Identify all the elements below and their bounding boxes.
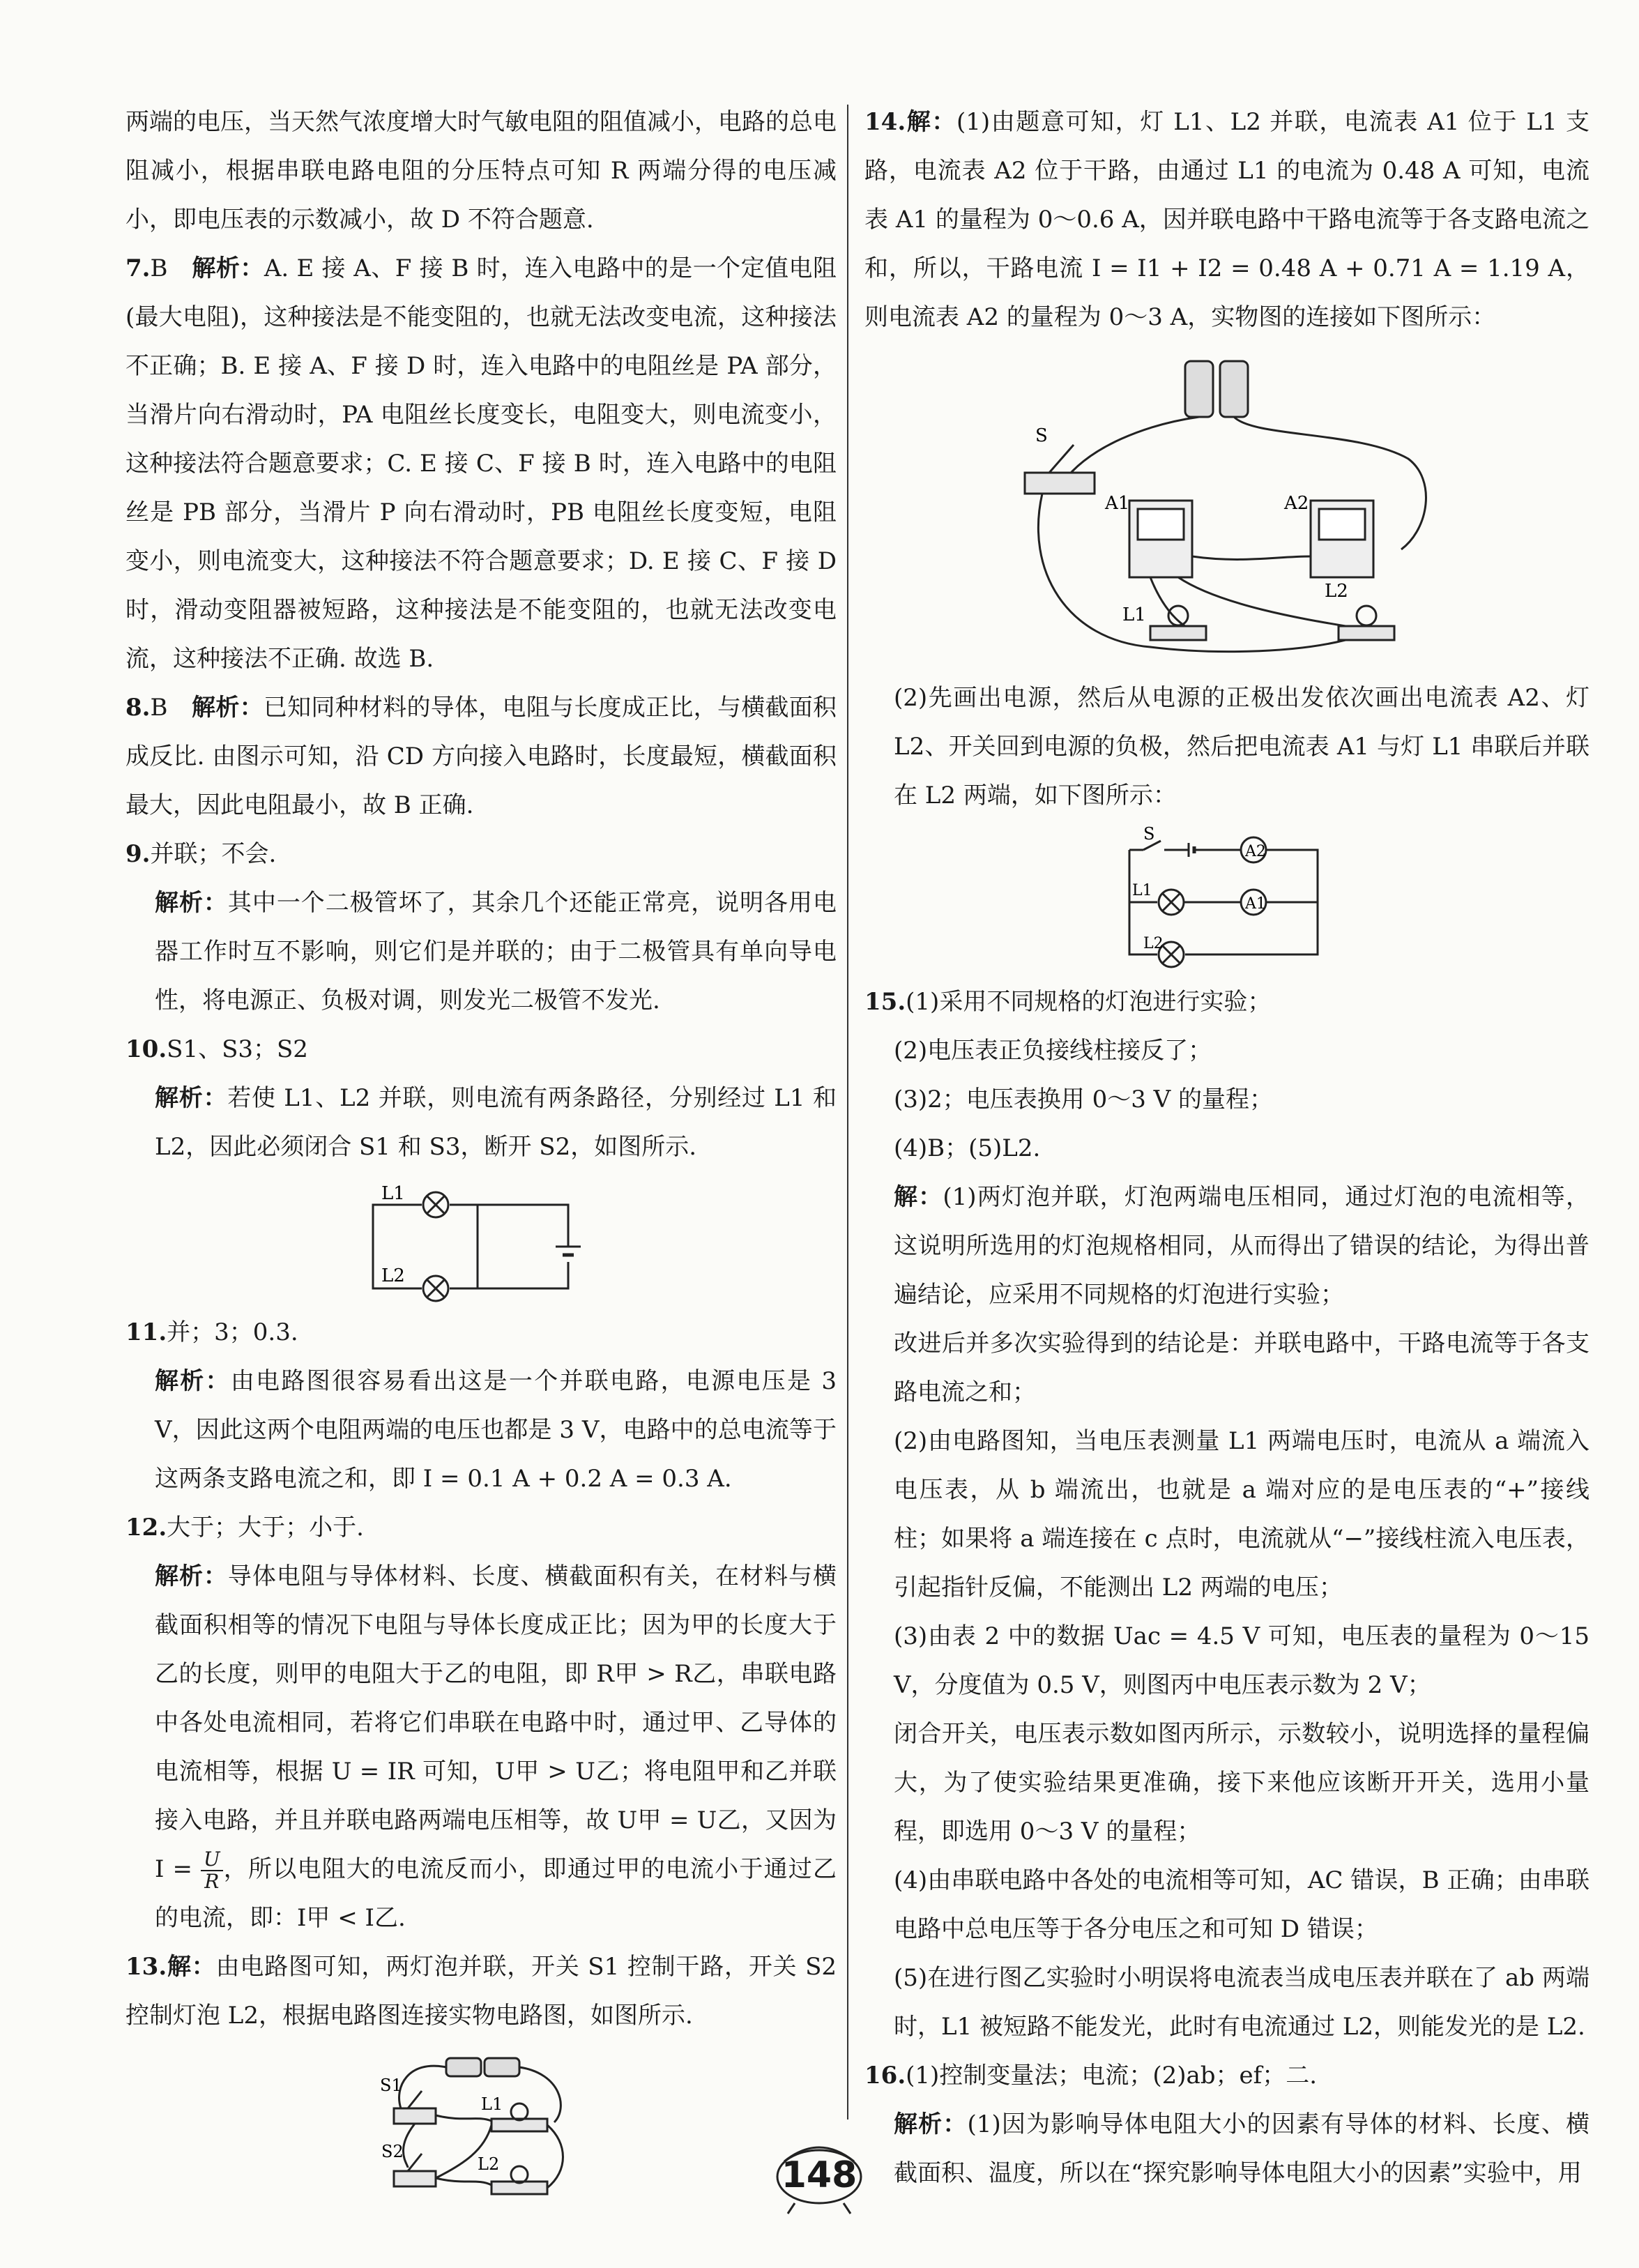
fig10-label-l1: L1 <box>381 1183 405 1204</box>
fig13-label-s2: S2 <box>381 2142 404 2161</box>
page-number: 148 <box>763 2133 875 2217</box>
fig10-label-l2: L2 <box>381 1265 405 1286</box>
q11-explanation: 解析：由电路图很容易看出这是一个并联电路，电源电压是 3 V，因此这两个电阻两端的电压也都是 3 V，电路中的总电流等于这两条支路电流之和，即 I = 0.1 A + 0.2 A = 0.3 A. <box>155 1367 837 1493</box>
q15-explanation-4: (3)由表 2 中的数据 Uac = 4.5 V 可知，电压表的量程为 0～15 V，分度值为 0.5 V，则图丙中电压表示数为 2 V； <box>894 1622 1590 1699</box>
q15-explanation-1: 解：(1)两灯泡并联，灯泡两端电压相同，通过灯泡的电流相等，这说明所选用的灯泡规格相同，从而得出了错误的结论，为得出普遍结论，应采用不同规格的灯泡进行实验； <box>894 1183 1590 1309</box>
q13-answer: 13.解：由电路图可知，两灯泡并联，开关 S1 控制干路，开关 S2 控制灯泡 L2，根据电路图连接实物电路图，如图所示. <box>125 1953 837 2030</box>
fig14b-label-a2: A2 <box>1245 843 1266 860</box>
fig14b-label-l1: L1 <box>1132 882 1152 899</box>
q15-explanation-7: (5)在进行图乙实验时小明误将电流表当成电压表并联在了 ab 两端时，L1 被短路不能发光，此时有电流通过 L2，则能发光的是 L2. <box>894 1964 1590 2041</box>
q10-circuit-diagram <box>366 1177 596 1302</box>
q9-answer: 9.并联；不会. <box>125 840 277 868</box>
q7-explanation: A. E 接 A、F 接 B 时，连入电路中的是一个定值电阻(最大电阻)，这种接法是不能变阻的，也就无法改变电流，这种接法不正确；B. E 接 A、F 接 D 时，连入电路中的电阻丝是 PA 部分，当滑片向右滑动时，PA 电阻丝长度变长，电阻变大，则电流变小，这种接法符合题意要求；C. E 接 C、F 接 B 时，连入电路中的电阻丝是 PB 部分，当滑片 P 向右滑动时，PB 电阻丝长度变短，电阻变小，则电流变大，这种接法不符合题意要求；D. E 接 C、F 接 D 时，滑动变阻器被短路，这种接法是不能变阻的，也就无法改变电流，这种接法不正确. 故选 B. <box>125 254 837 673</box>
fig13-label-s1: S1 <box>380 2076 402 2095</box>
q15-explanation-3: (2)由电路图知，当电压表测量 L1 两端电压时，电流从 a 端流入电压表，从 b 端流出，也就是 a 端对应的是电压表的“+”接线柱；如果将 a 端连接在 c 点时，电流就从“−”接线柱流入电压表，引起指针反偏，不能测出 L2 两端的电压； <box>894 1427 1590 1601</box>
fig14a-label-l2: L2 <box>1325 581 1348 602</box>
q16-answer: 16.(1)控制变量法；电流；(2)ab；ef；二. <box>864 2062 1318 2090</box>
q6-continuation: 两端的电压，当天然气浓度增大时气敏电阻的阻值减小，电路的总电阻减小，根据串联电路电阻的分压特点可知 R 两端分得的电压减小，即电压表的示数减小，故 D 不符合题意. <box>125 108 837 234</box>
q14-answer: 14.解：(1)由题意可知，灯 L1、L2 并联，电流表 A1 位于 L1 支路，电流表 A2 位于干路，由通过 L1 的电流为 0.48 A 可知，电流表 A1 的量程为 0～0.6 A，因并联电路中干路电流等于各支路电流之和，所以，干路电流 I = I1 + I2 = 0.48 A + 0.71 A = 1.19 A，则电流表 A2 的量程为 0～3 A，实物图的连接如下图所示： <box>864 108 1590 331</box>
fig14a-label-a2: A2 <box>1284 493 1309 514</box>
q14-part2: (2)先画出电源，然后从电源的正极出发依次画出电流表 A2、灯 L2、开关回到电源的负极，然后把电流表 A1 与灯 L1 串联后并联在 L2 两端，如下图所示： <box>894 684 1590 809</box>
right-column <box>864 98 1590 2198</box>
q15-answer-4: (4)B；(5)L2. <box>894 1134 1041 1162</box>
fraction-u-over-r: $\frac{U}{R}$ <box>201 1849 223 1892</box>
q14-physical-circuit <box>1011 347 1443 668</box>
q8-answer: 8.B 解析：已知同种材料的导体，电阻与长度成正比，与横截面积成反比. 由图示可知，沿 CD 方向接入电路时，长度最短，横截面积最大，因此电阻最小，故 B 正确. <box>125 694 837 819</box>
q11-answer: 11.并；3；0.3. <box>125 1318 298 1346</box>
q15-explanation-2: 改进后并多次实验得到的结论是：并联电路中，干路电流等于各支路电流之和； <box>894 1330 1590 1406</box>
q13-physical-circuit <box>366 2046 596 2206</box>
q10-explanation: 解析：若使 L1、L2 并联，则电流有两条路径，分别经过 L1 和 L2，因此必须闭合 S1 和 S3，断开 S2，如图所示. <box>155 1084 837 1161</box>
fig13-label-l1: L1 <box>481 2094 503 2114</box>
q7-choice: B <box>150 254 168 282</box>
fig14a-label-l1: L1 <box>1122 604 1146 625</box>
column-divider <box>847 105 848 2119</box>
q9-explanation: 解析：其中一个二极管坏了，其余几个还能正常亮，说明各用电器工作时互不影响，则它们是并联的；由于二极管具有单向导电性，将电源正、负极对调，则发光二极管不发光. <box>155 889 837 1014</box>
fig13-label-l2: L2 <box>478 2154 500 2174</box>
q15-explanation-6: (4)由串联电路中各处的电流相等可知，AC 错误，B 正确；由串联电路中总电压等于各分电压之和可知 D 错误； <box>894 1866 1590 1943</box>
q10-answer: 10.S1、S3；S2 <box>125 1035 308 1063</box>
fig14b-label-a1: A1 <box>1245 895 1266 913</box>
left-column <box>125 98 837 2212</box>
fig14a-label-s: S <box>1035 425 1048 446</box>
q15-answer-2: (2)电压表正负接线柱接反了； <box>894 1037 1212 1065</box>
q14-circuit-diagram <box>1122 825 1332 972</box>
q8-explanation: 已知同种材料的导体，电阻与长度成正比，与横截面积成反比. 由图示可知，沿 CD 方向接入电路时，长度最短，横截面积最大，因此电阻最小，故 B 正确. <box>125 694 837 819</box>
q7-answer: 7.B 解析：A. E 接 A、F 接 B 时，连入电路中的是一个定值电阻(最大电阻)，这种接法是不能变阻的，也就无法改变电流，这种接法不正确；B. E 接 A、F 接 D 时，连入电路中的电阻丝是 PA 部分，当滑片向右滑动时，PA 电阻丝长度变长，电阻变大，则电流变小，这种接法符合题意要求；C. E 接 C、F 接 B 时，连入电路中的电阻丝是 PB 部分，当滑片 P 向右滑动时，PB 电阻丝长度变短，电阻变小，则电流变大，这种接法不符合题意要求；D. E 接 C、F 接 D 时，滑动变阻器被短路，这种接法是不能变阻的，也就无法改变电流，这种接法不正确. 故选 B. <box>125 254 837 673</box>
q15-answer-1: 15.(1)采用不同规格的灯泡进行实验； <box>864 988 1272 1016</box>
fig14a-label-a1: A1 <box>1105 493 1130 514</box>
q12-explanation: 解析：导体电阻与导体材料、长度、横截面积有关，在材料与横截面积相等的情况下电阻与导体长度成正比；因为甲的长度大于乙的长度，则甲的电阻大于乙的电阻，即 R甲 > R乙，串联电路中各处电流相同，若将它们串联在电路中时，通过甲、乙导体的电流相等，根据 U = IR 可知，U甲 > U乙；将电阻甲和乙并联接入电路，并且并联电路两端电压相等，故 U甲 = U乙，又因为 I = $\frac{U}{R}$ ，所以电阻大的电流反而小，即通过甲的电流小于通过乙的电流，即：I甲 < I乙. <box>155 1562 837 1932</box>
fig14b-label-l2: L2 <box>1143 935 1164 952</box>
q16-explanation: 解析：(1)因为影响导体电阻大小的因素有导体的材料、长度、横截面积、温度，所以在“探究影响导体电阻大小的因素”实验中，用 <box>894 2110 1590 2187</box>
q15-explanation-5: 闭合开关，电压表示数如图丙所示，示数较小，说明选择的量程偏大，为了使实验结果更准确，接下来他应该断开开关，选用小量程，即选用 0～3 V 的量程； <box>894 1720 1590 1845</box>
q12-answer: 12.大于；大于；小于. <box>125 1514 364 1542</box>
fig14b-label-s: S <box>1143 825 1155 844</box>
q15-answer-3: (3)2；电压表换用 0～3 V 的量程； <box>894 1086 1274 1113</box>
